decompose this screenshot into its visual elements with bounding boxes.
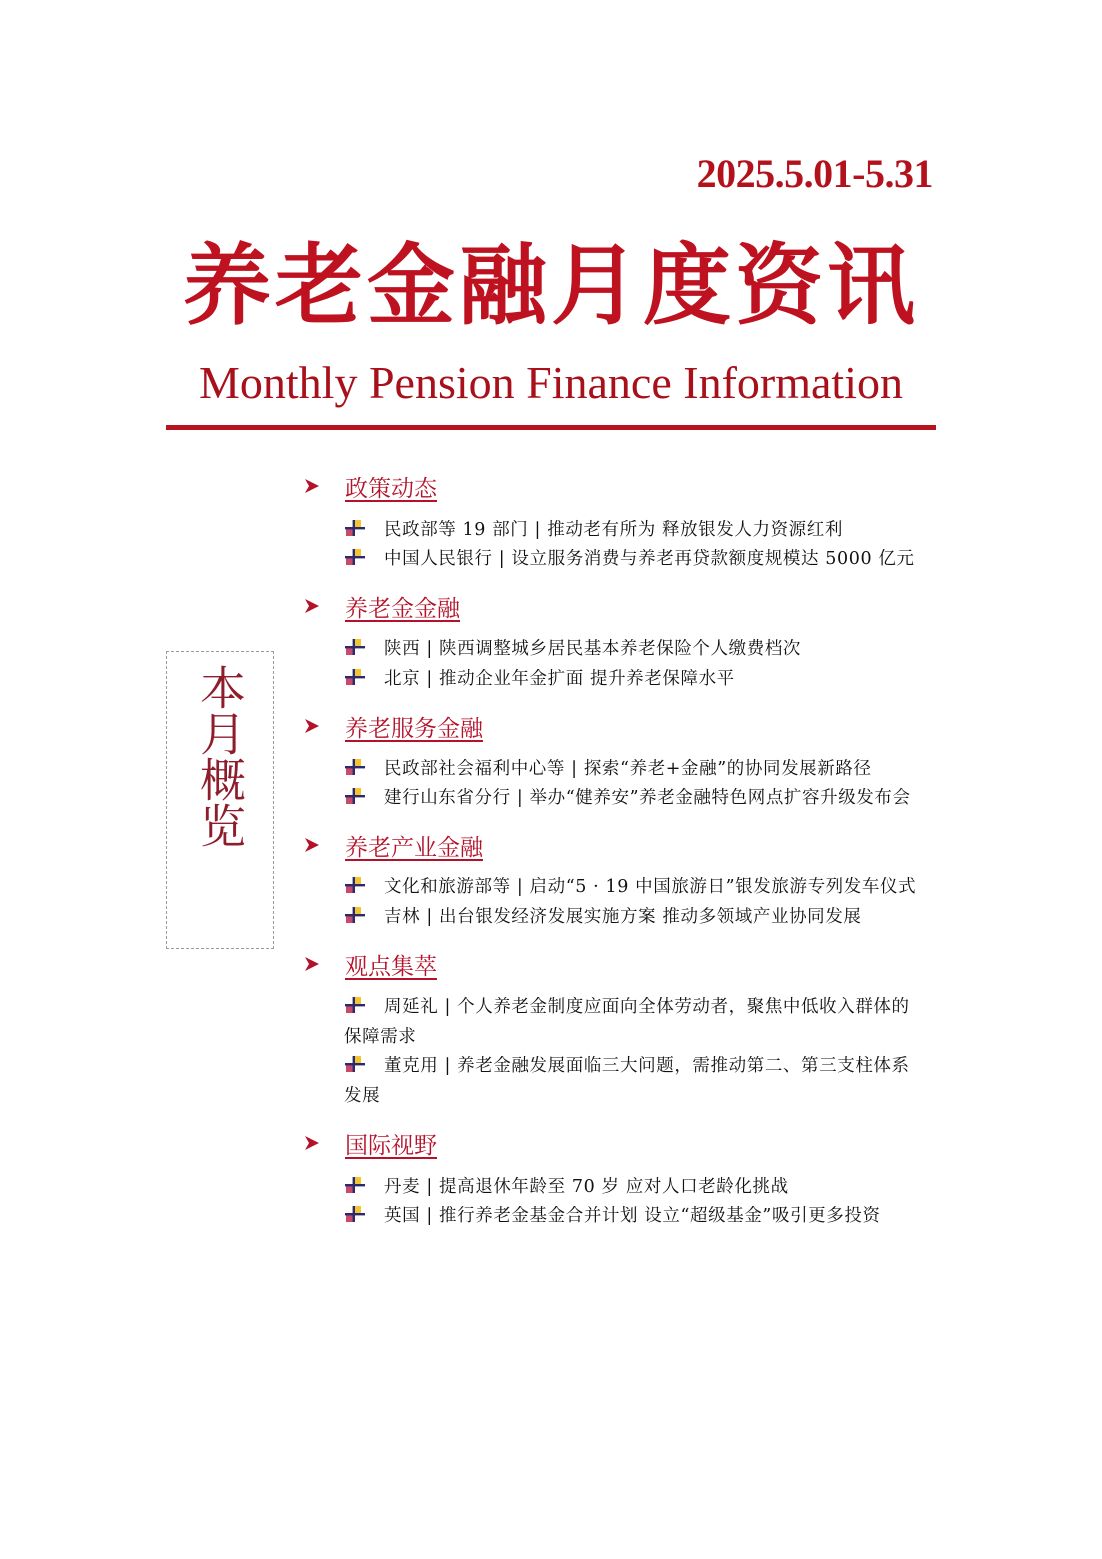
arrowhead-icon — [304, 598, 320, 614]
item-text: 建行山东省分行 | 举办“健养安”养老金融特色网点扩容升级发布会 — [384, 788, 911, 808]
section-title-pension-fund[interactable]: 养老金金融 — [345, 595, 460, 622]
list-item — [344, 784, 926, 814]
section-policy — [304, 470, 437, 502]
plus-bullet-icon — [344, 876, 366, 894]
plus-bullet-icon — [344, 1205, 366, 1223]
plus-bullet-icon — [344, 548, 366, 566]
section-title-policy[interactable]: 政策动态 — [345, 475, 437, 502]
item-text: 英国 | 推行养老金基金合并计划 设立“超级基金”吸引更多投资 — [384, 1206, 881, 1226]
section-title-pension-industry[interactable]: 养老产业金融 — [345, 834, 483, 861]
plus-bullet-icon — [344, 787, 366, 805]
list-item — [344, 993, 926, 1052]
plus-bullet-icon — [344, 906, 366, 924]
item-text: 文化和旅游部等 | 启动“5 · 19 中国旅游日”银发旅游专列发车仪式 — [384, 877, 917, 897]
section-pension-service — [304, 710, 483, 742]
plus-bullet-icon — [344, 638, 366, 656]
item-text: 民政部等 19 部门 | 推动老有所为 释放银发人力资源红利 — [384, 520, 843, 540]
list-item — [344, 1052, 926, 1111]
arrowhead-icon — [304, 718, 320, 734]
plus-bullet-icon — [344, 519, 366, 537]
section-pension-fund — [304, 590, 460, 622]
item-text: 中国人民银行 | 设立服务消费与养老再贷款额度规模达 5000 亿元 — [384, 549, 915, 569]
list-item — [344, 1202, 926, 1232]
overview-label: 本月概览 — [193, 664, 247, 848]
date-range: 2025.5.01-5.31 — [696, 151, 933, 196]
item-text: 民政部社会福利中心等 | 探索“养老+金融”的协同发展新路径 — [384, 759, 872, 779]
section-title-pension-service[interactable]: 养老服务金融 — [345, 715, 483, 742]
list-item — [344, 873, 926, 903]
plus-bullet-icon — [344, 1055, 366, 1073]
arrowhead-icon — [304, 837, 320, 853]
section-international — [304, 1127, 437, 1159]
list-item — [344, 665, 926, 695]
list-item — [344, 635, 926, 665]
plus-bullet-icon — [344, 1176, 366, 1194]
section-title-international[interactable]: 国际视野 — [345, 1132, 437, 1159]
plus-bullet-icon — [344, 996, 366, 1014]
list-item — [344, 516, 926, 546]
arrowhead-icon — [304, 1135, 320, 1151]
page-title: 养老金融月度资讯 — [182, 234, 919, 337]
plus-bullet-icon — [344, 758, 366, 776]
overview-sidebox — [166, 651, 274, 949]
item-text: 北京 | 推动企业年金扩面 提升养老保障水平 — [384, 669, 735, 689]
arrowhead-icon — [304, 478, 320, 494]
plus-bullet-icon — [344, 668, 366, 686]
arrowhead-icon — [304, 956, 320, 972]
section-title-viewpoints[interactable]: 观点集萃 — [345, 953, 437, 980]
item-text: 董克用 | 养老金融发展面临三大问题，需推动第二、第三支柱体系发展 — [344, 1056, 910, 1106]
section-viewpoints — [304, 948, 437, 980]
item-text: 吉林 | 出台银发经济发展实施方案 推动多领域产业协同发展 — [384, 907, 862, 927]
item-text: 丹麦 | 提高退休年龄至 70 岁 应对人口老龄化挑战 — [384, 1177, 789, 1197]
page-subtitle: Monthly Pension Finance Information — [199, 357, 903, 408]
list-item — [344, 755, 926, 785]
item-text: 周延礼 | 个人养老金制度应面向全体劳动者，聚焦中低收入群体的保障需求 — [344, 997, 910, 1047]
list-item — [344, 1173, 926, 1203]
section-pension-industry — [304, 829, 483, 861]
list-item — [344, 545, 926, 575]
list-item — [344, 903, 926, 933]
title-divider — [166, 425, 936, 430]
item-text: 陕西 | 陕西调整城乡居民基本养老保险个人缴费档次 — [384, 639, 802, 659]
